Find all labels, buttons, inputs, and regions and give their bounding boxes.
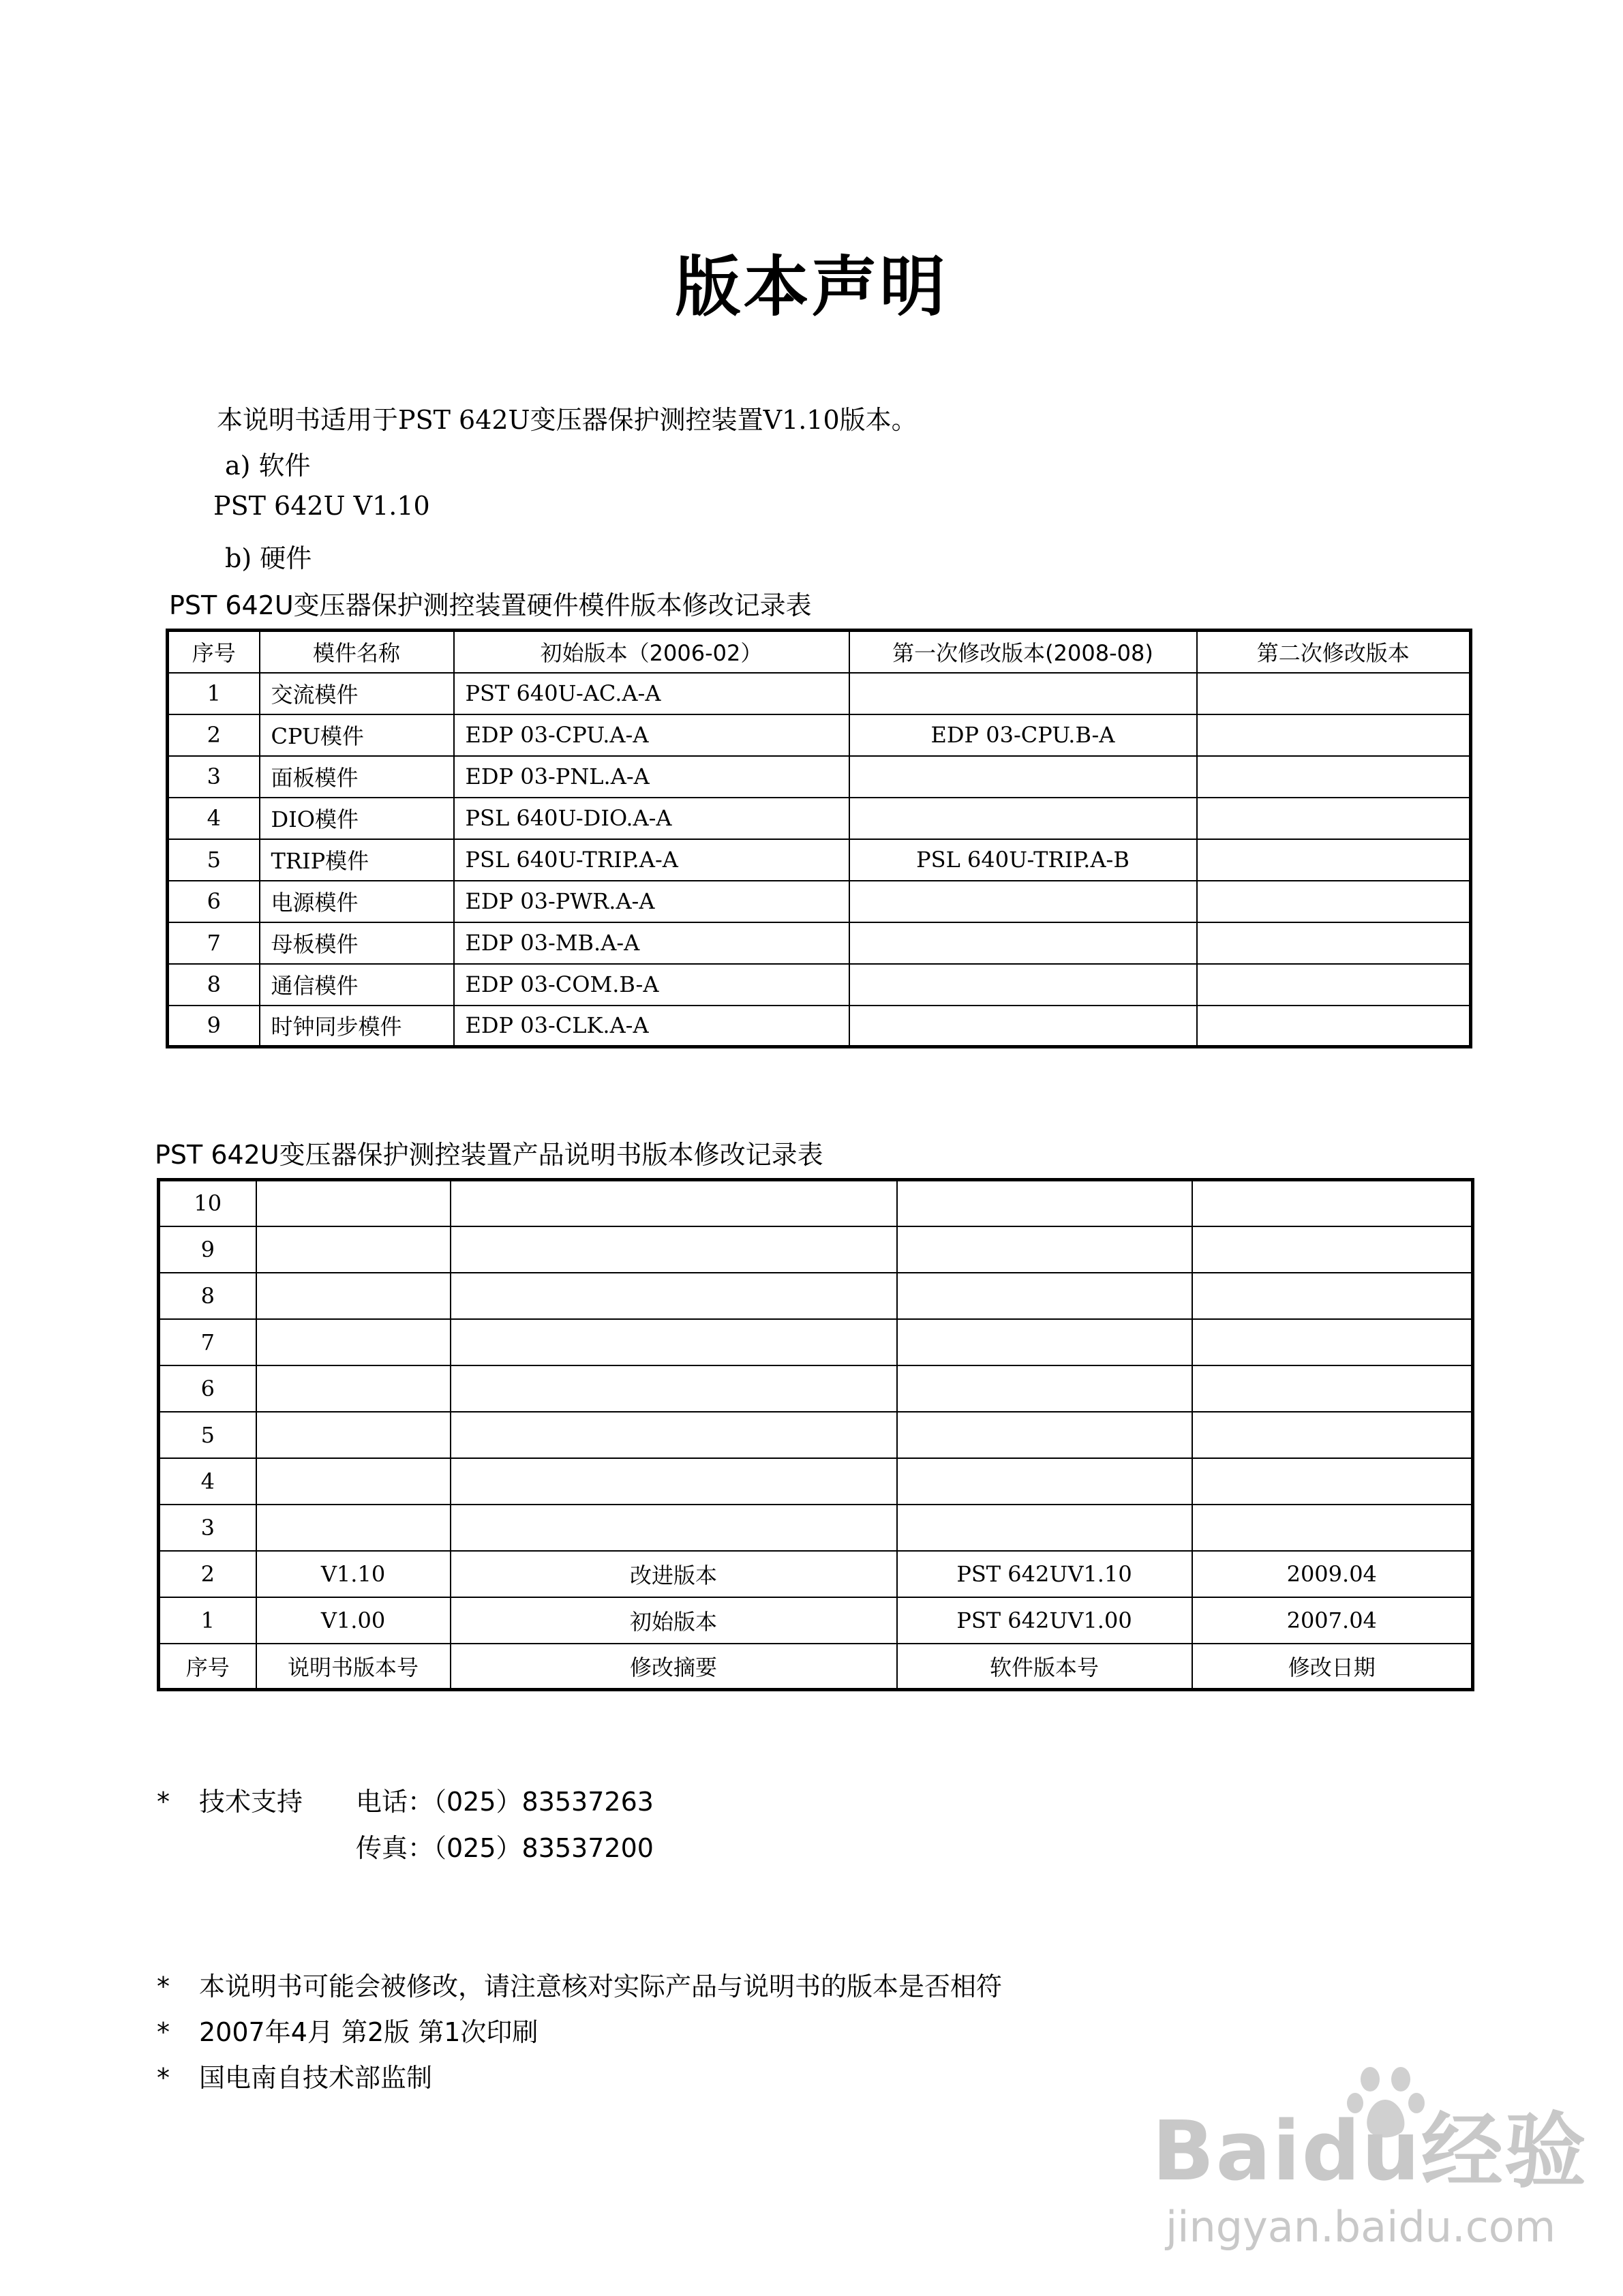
table-cell: EDP 03-CPU.B-A xyxy=(849,714,1197,756)
table-cell xyxy=(897,1505,1192,1551)
table-cell xyxy=(897,1180,1192,1226)
table-cell: 2 xyxy=(159,1551,256,1597)
intro-text: 本说明书适用于PST 642U变压器保护测控装置V1.10版本。 xyxy=(217,405,917,435)
note-item xyxy=(157,1965,1002,2003)
hardware-version-table xyxy=(166,629,1472,1048)
header-cell: 第一次修改版本(2008-08) xyxy=(849,631,1197,673)
table-cell xyxy=(256,1458,451,1505)
support-phone: 电话：（025）83537263 xyxy=(356,1787,654,1817)
table-cell: EDP 03-PWR.A-A xyxy=(454,881,849,922)
watermark-main: Baidu经验 xyxy=(1152,2104,1588,2199)
table-cell xyxy=(897,1319,1192,1365)
table-cell: EDP 03-COM.B-A xyxy=(454,964,849,1006)
table-cell xyxy=(897,1458,1192,1505)
table-cell xyxy=(1197,714,1471,756)
table-cell xyxy=(451,1180,897,1226)
table-cell xyxy=(256,1412,451,1458)
table-row xyxy=(159,1412,1473,1458)
support-fax: 传真：（025）83537200 xyxy=(356,1833,654,1863)
note-item xyxy=(157,2057,432,2094)
table-header-row xyxy=(159,1644,1473,1690)
table-cell: 8 xyxy=(168,964,260,1006)
table-cell xyxy=(897,1226,1192,1273)
support-label: 技术支持 xyxy=(199,1787,303,1817)
table-cell xyxy=(451,1412,897,1458)
table-cell xyxy=(451,1319,897,1365)
table-cell xyxy=(849,922,1197,964)
table-cell: 9 xyxy=(168,1006,260,1047)
table-cell: PSL 640U-TRIP.A-B xyxy=(849,839,1197,881)
table-cell: 6 xyxy=(168,881,260,922)
table-cell: EDP 03-CLK.A-A xyxy=(454,1006,849,1047)
table-cell xyxy=(849,798,1197,839)
header-cell: 序号 xyxy=(159,1644,256,1690)
table-row xyxy=(159,1226,1473,1273)
table-row xyxy=(159,1458,1473,1505)
table-cell: 5 xyxy=(168,839,260,881)
table-cell xyxy=(849,881,1197,922)
table-cell: 面板模件 xyxy=(260,756,454,798)
table-cell: 2007.04 xyxy=(1192,1597,1473,1644)
table-row xyxy=(168,756,1471,798)
table-cell xyxy=(849,756,1197,798)
header-cell: 软件版本号 xyxy=(897,1644,1192,1690)
table-cell xyxy=(849,1006,1197,1047)
table-cell: 4 xyxy=(159,1458,256,1505)
header-cell: 说明书版本号 xyxy=(256,1644,451,1690)
bullet-star: * xyxy=(157,1972,170,2002)
software-version: PST 642U V1.10 xyxy=(213,491,430,521)
table-cell xyxy=(451,1226,897,1273)
table-cell xyxy=(1192,1412,1473,1458)
table-cell: PSL 640U-DIO.A-A xyxy=(454,798,849,839)
table-cell: 7 xyxy=(168,922,260,964)
table-cell: 6 xyxy=(159,1365,256,1412)
header-cell: 初始版本（2006-02） xyxy=(454,631,849,673)
table-row xyxy=(168,1006,1471,1047)
table-row xyxy=(168,673,1471,714)
table-cell xyxy=(1197,1006,1471,1047)
baidu-watermark xyxy=(1152,2086,1588,2270)
table-cell: 10 xyxy=(159,1180,256,1226)
table-cell: PSL 640U-TRIP.A-A xyxy=(454,839,849,881)
note-text: 国电南自技术部监制 xyxy=(199,2063,433,2093)
table-cell xyxy=(1197,881,1471,922)
support-line-phone xyxy=(157,1781,654,1818)
table-cell: 母板模件 xyxy=(260,922,454,964)
table-cell: DIO模件 xyxy=(260,798,454,839)
software-label: a) 软件 xyxy=(225,451,311,481)
bullet-star: * xyxy=(157,2063,170,2093)
table-cell xyxy=(1197,673,1471,714)
note-text: 2007年4月 第2版 第1次印刷 xyxy=(199,2017,539,2047)
table-row xyxy=(159,1180,1473,1226)
table-cell: 电源模件 xyxy=(260,881,454,922)
bullet-star: * xyxy=(157,1787,170,1817)
table-cell xyxy=(1192,1319,1473,1365)
header-cell: 模件名称 xyxy=(260,631,454,673)
header-cell: 序号 xyxy=(168,631,260,673)
table-cell xyxy=(1192,1365,1473,1412)
table-cell: EDP 03-CPU.A-A xyxy=(454,714,849,756)
table-row xyxy=(159,1597,1473,1644)
table-cell: PST 640U-AC.A-A xyxy=(454,673,849,714)
table-cell xyxy=(256,1226,451,1273)
table-cell xyxy=(849,673,1197,714)
table-cell xyxy=(256,1180,451,1226)
table-row xyxy=(159,1319,1473,1365)
table-cell xyxy=(1192,1458,1473,1505)
watermark-url: jingyan.baidu.com xyxy=(1166,2202,1556,2252)
header-cell: 第二次修改版本 xyxy=(1197,631,1471,673)
table-cell: 9 xyxy=(159,1226,256,1273)
table-cell: 5 xyxy=(159,1412,256,1458)
table-cell xyxy=(256,1273,451,1319)
note-item xyxy=(157,2011,538,2049)
table-cell xyxy=(451,1273,897,1319)
table-cell xyxy=(1197,839,1471,881)
table-cell: EDP 03-PNL.A-A xyxy=(454,756,849,798)
table-cell xyxy=(1192,1226,1473,1273)
table-cell xyxy=(1192,1505,1473,1551)
table-cell xyxy=(451,1458,897,1505)
table-cell xyxy=(897,1365,1192,1412)
table-cell: 8 xyxy=(159,1273,256,1319)
table-cell: PST 642UV1.00 xyxy=(897,1597,1192,1644)
doc-table-caption: PST 642U变压器保护测控装置产品说明书版本修改记录表 xyxy=(155,1140,823,1170)
table-cell: V1.00 xyxy=(256,1597,451,1644)
table-cell xyxy=(1197,964,1471,1006)
table-cell: CPU模件 xyxy=(260,714,454,756)
table-row xyxy=(159,1273,1473,1319)
table-cell xyxy=(1197,798,1471,839)
table-row xyxy=(159,1551,1473,1597)
table-row xyxy=(168,839,1471,881)
table-cell: 1 xyxy=(159,1597,256,1644)
table-cell: 初始版本 xyxy=(451,1597,897,1644)
table-cell xyxy=(897,1273,1192,1319)
table-cell: PST 642UV1.10 xyxy=(897,1551,1192,1597)
table-cell xyxy=(1192,1180,1473,1226)
header-cell: 修改日期 xyxy=(1192,1644,1473,1690)
table-cell xyxy=(1197,756,1471,798)
table-cell xyxy=(256,1319,451,1365)
table-cell: 3 xyxy=(168,756,260,798)
table-cell: 4 xyxy=(168,798,260,839)
table-cell: EDP 03-MB.A-A xyxy=(454,922,849,964)
table-cell xyxy=(1197,922,1471,964)
table-cell: 1 xyxy=(168,673,260,714)
note-text: 本说明书可能会被修改，请注意核对实际产品与说明书的版本是否相符 xyxy=(199,1972,1003,2002)
table-cell: 2009.04 xyxy=(1192,1551,1473,1597)
table-cell: 时钟同步模件 xyxy=(260,1006,454,1047)
table-cell xyxy=(451,1365,897,1412)
table-row xyxy=(168,922,1471,964)
table-row xyxy=(168,798,1471,839)
table-cell: TRIP模件 xyxy=(260,839,454,881)
table-cell: 3 xyxy=(159,1505,256,1551)
table-cell: V1.10 xyxy=(256,1551,451,1597)
table-row xyxy=(168,714,1471,756)
bullet-star: * xyxy=(157,2017,170,2047)
table-cell xyxy=(256,1365,451,1412)
manual-version-table xyxy=(157,1178,1474,1691)
table-cell xyxy=(1192,1273,1473,1319)
table-cell: 2 xyxy=(168,714,260,756)
table-row xyxy=(159,1505,1473,1551)
hardware-label: b) 硬件 xyxy=(225,543,312,573)
table-cell xyxy=(849,964,1197,1006)
table-header-row xyxy=(168,631,1471,673)
table-cell: 改进版本 xyxy=(451,1551,897,1597)
table-row xyxy=(168,964,1471,1006)
table-cell: 交流模件 xyxy=(260,673,454,714)
table-cell xyxy=(897,1412,1192,1458)
table-row xyxy=(159,1365,1473,1412)
table-row xyxy=(168,881,1471,922)
table-cell: 7 xyxy=(159,1319,256,1365)
header-cell: 修改摘要 xyxy=(451,1644,897,1690)
table-cell: 通信模件 xyxy=(260,964,454,1006)
page-title: 版本声明 xyxy=(675,249,948,325)
table-cell xyxy=(451,1505,897,1551)
hardware-table-caption: PST 642U变压器保护测控装置硬件模件版本修改记录表 xyxy=(169,590,812,620)
table-cell xyxy=(256,1505,451,1551)
